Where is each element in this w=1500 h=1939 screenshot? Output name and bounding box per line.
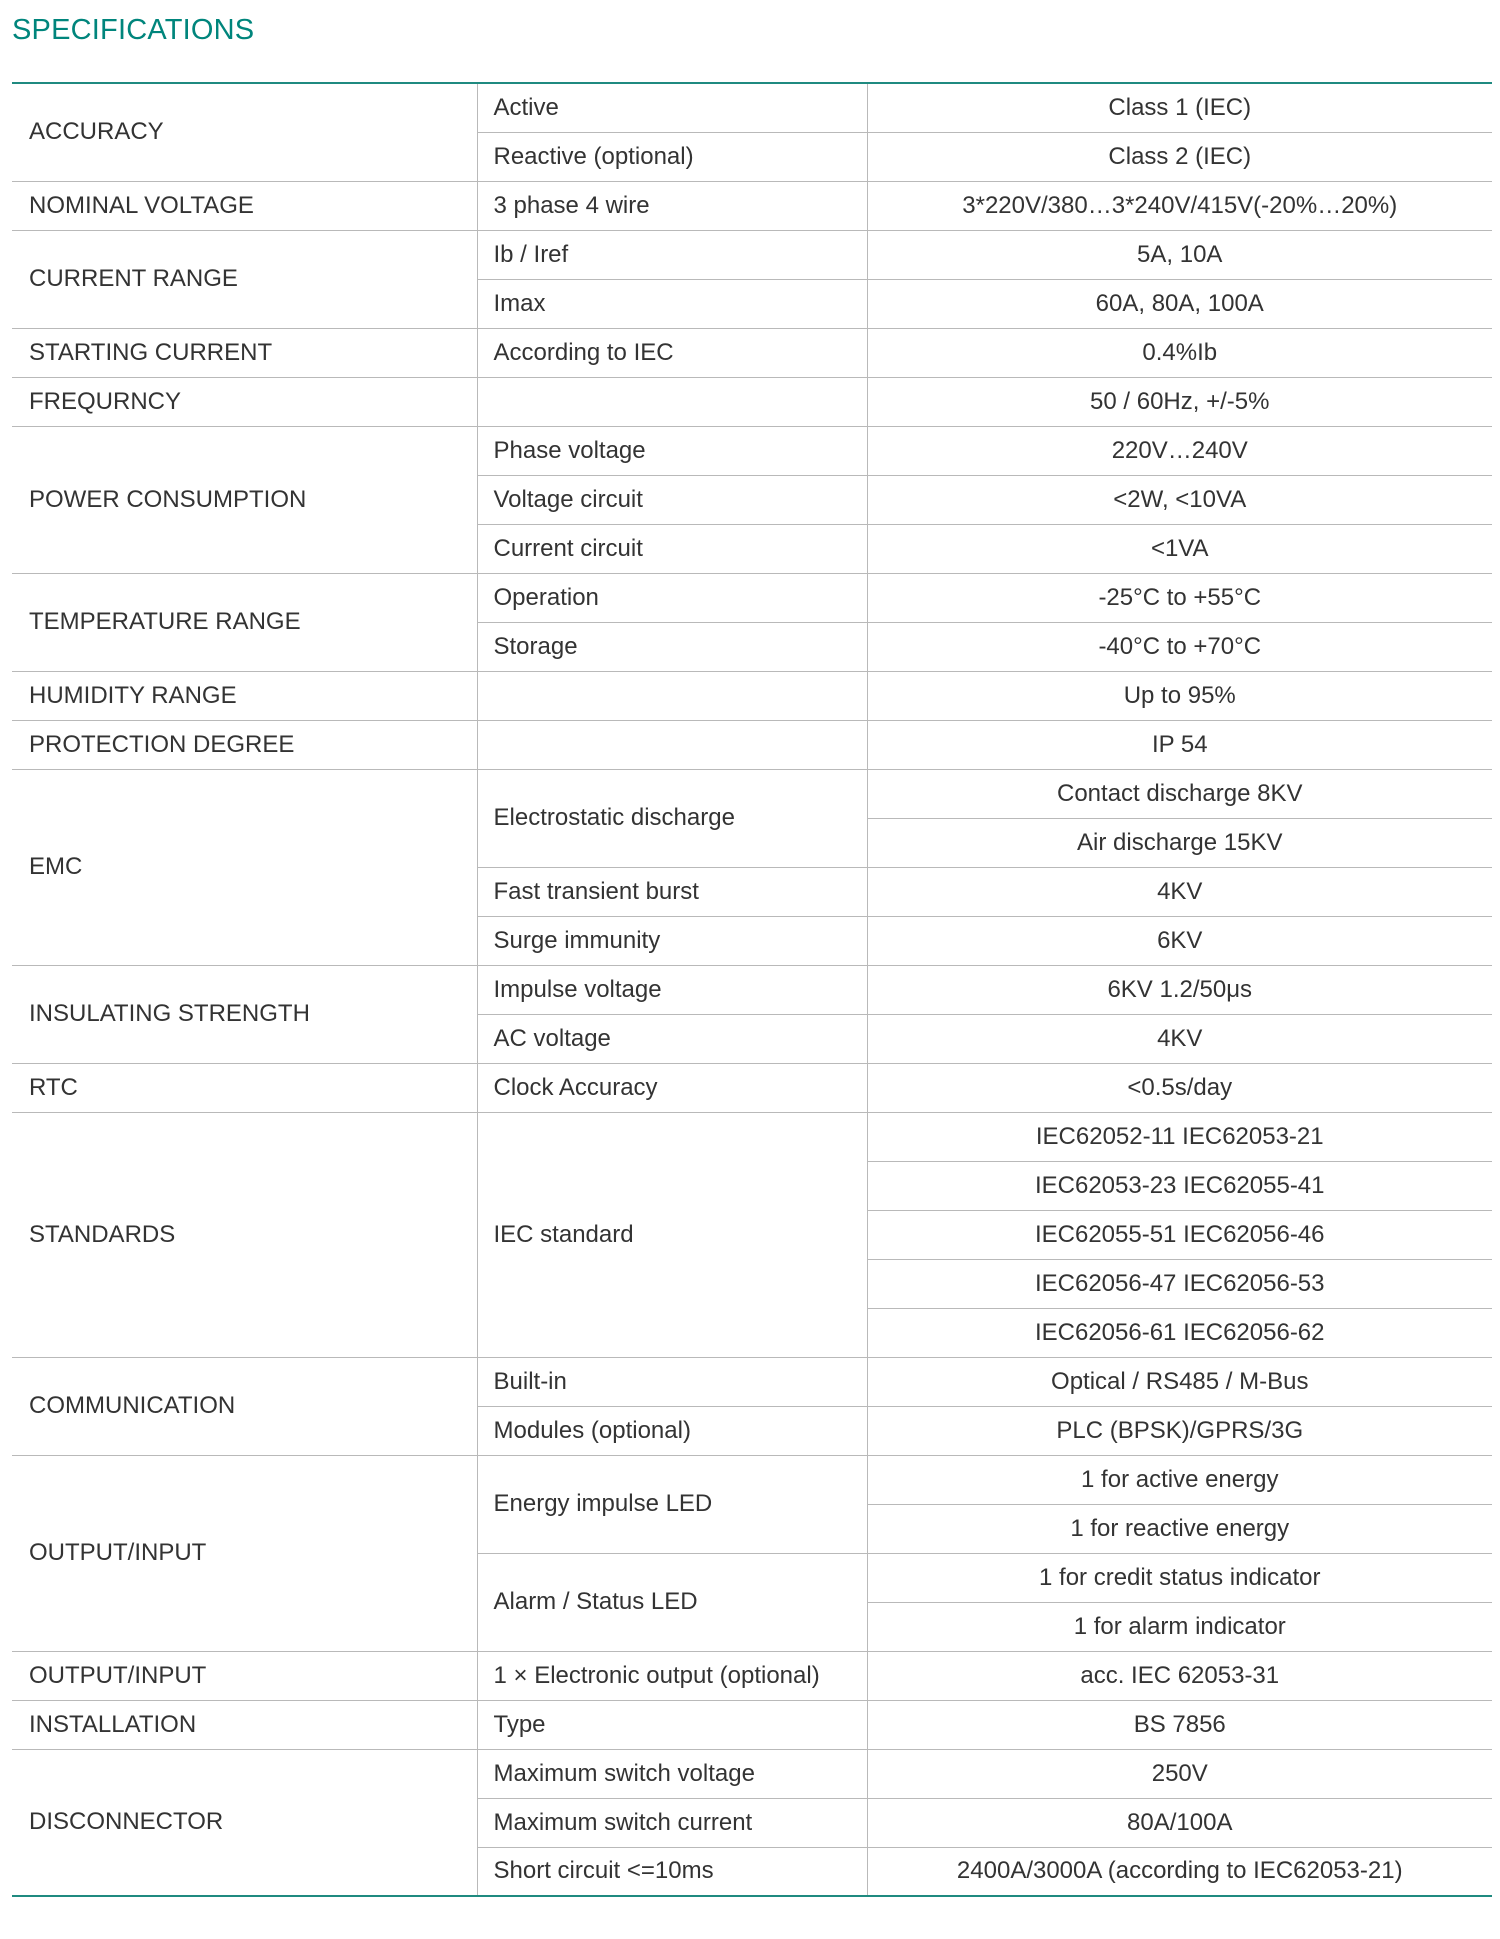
spec-parameter: Impulse voltage (477, 965, 867, 1014)
table-row (12, 1651, 1492, 1700)
spec-value: Air discharge 15KV (867, 818, 1492, 867)
spec-parameter: Voltage circuit (477, 475, 867, 524)
spec-parameter: Storage (477, 622, 867, 671)
page-title: SPECIFICATIONS (12, 14, 255, 46)
spec-parameter: Energy impulse LED (477, 1455, 867, 1553)
spec-category: INSTALLATION (12, 1700, 477, 1749)
spec-parameter (477, 377, 867, 426)
spec-parameter (477, 720, 867, 769)
spec-parameter: Phase voltage (477, 426, 867, 475)
spec-parameter: Imax (477, 279, 867, 328)
spec-value: 1 for active energy (867, 1455, 1492, 1504)
spec-parameter: Built-in (477, 1357, 867, 1406)
spec-parameter: Alarm / Status LED (477, 1553, 867, 1651)
spec-value: 2400A/3000A (according to IEC62053-21) (867, 1847, 1492, 1896)
spec-category: NOMINAL VOLTAGE (12, 181, 477, 230)
spec-value: -40°C to +70°C (867, 622, 1492, 671)
specifications-table (12, 82, 1492, 1897)
spec-parameter: Maximum switch current (477, 1798, 867, 1847)
spec-parameter: Electrostatic discharge (477, 769, 867, 867)
spec-value: 3*220V/380…3*240V/415V(-20%…20%) (867, 181, 1492, 230)
table-row (12, 426, 1492, 475)
spec-category: OUTPUT/INPUT (12, 1455, 477, 1651)
spec-parameter: Surge immunity (477, 916, 867, 965)
spec-parameter: Short circuit <=10ms (477, 1847, 867, 1896)
spec-value: IEC62055-51 IEC62056-46 (867, 1210, 1492, 1259)
spec-category: FREQURNCY (12, 377, 477, 426)
spec-category: ACCURACY (12, 83, 477, 181)
spec-value: PLC (BPSK)/GPRS/3G (867, 1406, 1492, 1455)
spec-value: 6KV (867, 916, 1492, 965)
table-row (12, 720, 1492, 769)
spec-parameter: Fast transient burst (477, 867, 867, 916)
spec-category: PROTECTION DEGREE (12, 720, 477, 769)
spec-category: EMC (12, 769, 477, 965)
spec-value: Class 2 (IEC) (867, 132, 1492, 181)
spec-parameter: 1 × Electronic output (optional) (477, 1651, 867, 1700)
spec-value: IP 54 (867, 720, 1492, 769)
spec-value: 4KV (867, 1014, 1492, 1063)
spec-parameter: According to IEC (477, 328, 867, 377)
spec-parameter: 3 phase 4 wire (477, 181, 867, 230)
table-row (12, 1749, 1492, 1798)
spec-category: STARTING CURRENT (12, 328, 477, 377)
table-row (12, 83, 1492, 132)
spec-value: IEC62052-11 IEC62053-21 (867, 1112, 1492, 1161)
spec-parameter: Maximum switch voltage (477, 1749, 867, 1798)
table-row (12, 573, 1492, 622)
table-row (12, 230, 1492, 279)
table-row (12, 1112, 1492, 1161)
table-row (12, 1063, 1492, 1112)
table-row (12, 965, 1492, 1014)
spec-value: 1 for alarm indicator (867, 1602, 1492, 1651)
table-row (12, 1700, 1492, 1749)
spec-value: IEC62056-47 IEC62056-53 (867, 1259, 1492, 1308)
spec-parameter: Current circuit (477, 524, 867, 573)
spec-value: 1 for credit status indicator (867, 1553, 1492, 1602)
spec-value: Contact discharge 8KV (867, 769, 1492, 818)
spec-parameter (477, 671, 867, 720)
table-row (12, 377, 1492, 426)
spec-parameter: IEC standard (477, 1112, 867, 1357)
specifications-table-body (12, 83, 1492, 1896)
spec-value: Up to 95% (867, 671, 1492, 720)
table-row (12, 328, 1492, 377)
spec-value: IEC62056-61 IEC62056-62 (867, 1308, 1492, 1357)
spec-value: 6KV 1.2/50μs (867, 965, 1492, 1014)
table-row (12, 671, 1492, 720)
table-row (12, 181, 1492, 230)
spec-value: IEC62053-23 IEC62055-41 (867, 1161, 1492, 1210)
spec-value: BS 7856 (867, 1700, 1492, 1749)
spec-category: CURRENT RANGE (12, 230, 477, 328)
spec-category: RTC (12, 1063, 477, 1112)
spec-value: 4KV (867, 867, 1492, 916)
table-row (12, 1357, 1492, 1406)
spec-parameter: Ib / Iref (477, 230, 867, 279)
spec-value: 60A, 80A, 100A (867, 279, 1492, 328)
spec-value: 220V…240V (867, 426, 1492, 475)
spec-parameter: Reactive (optional) (477, 132, 867, 181)
table-row (12, 1455, 1492, 1504)
spec-value: Optical / RS485 / M-Bus (867, 1357, 1492, 1406)
spec-parameter: Operation (477, 573, 867, 622)
spec-value: Class 1 (IEC) (867, 83, 1492, 132)
spec-category: HUMIDITY RANGE (12, 671, 477, 720)
spec-category: TEMPERATURE RANGE (12, 573, 477, 671)
spec-parameter: Type (477, 1700, 867, 1749)
spec-category: INSULATING STRENGTH (12, 965, 477, 1063)
spec-value: <2W, <10VA (867, 475, 1492, 524)
spec-category: COMMUNICATION (12, 1357, 477, 1455)
table-row (12, 769, 1492, 818)
spec-category: DISCONNECTOR (29, 1808, 224, 1836)
spec-value: <0.5s/day (867, 1063, 1492, 1112)
spec-parameter: Clock Accuracy (477, 1063, 867, 1112)
spec-value: 1 for reactive energy (867, 1504, 1492, 1553)
spec-value: <1VA (867, 524, 1492, 573)
spec-value: -25°C to +55°C (867, 573, 1492, 622)
spec-category: STANDARDS (12, 1112, 477, 1357)
spec-value: 50 / 60Hz, +/-5% (867, 377, 1492, 426)
spec-parameter: Active (477, 83, 867, 132)
spec-value: 80A/100A (867, 1798, 1492, 1847)
spec-category: OUTPUT/INPUT (12, 1651, 477, 1700)
spec-category: POWER CONSUMPTION (12, 426, 477, 573)
spec-value: 250V (867, 1749, 1492, 1798)
spec-value: 0.4%Ib (867, 328, 1492, 377)
spec-parameter: AC voltage (477, 1014, 867, 1063)
spec-parameter: Modules (optional) (477, 1406, 867, 1455)
spec-value: acc. IEC 62053-31 (867, 1651, 1492, 1700)
spec-value: 5A, 10A (867, 230, 1492, 279)
